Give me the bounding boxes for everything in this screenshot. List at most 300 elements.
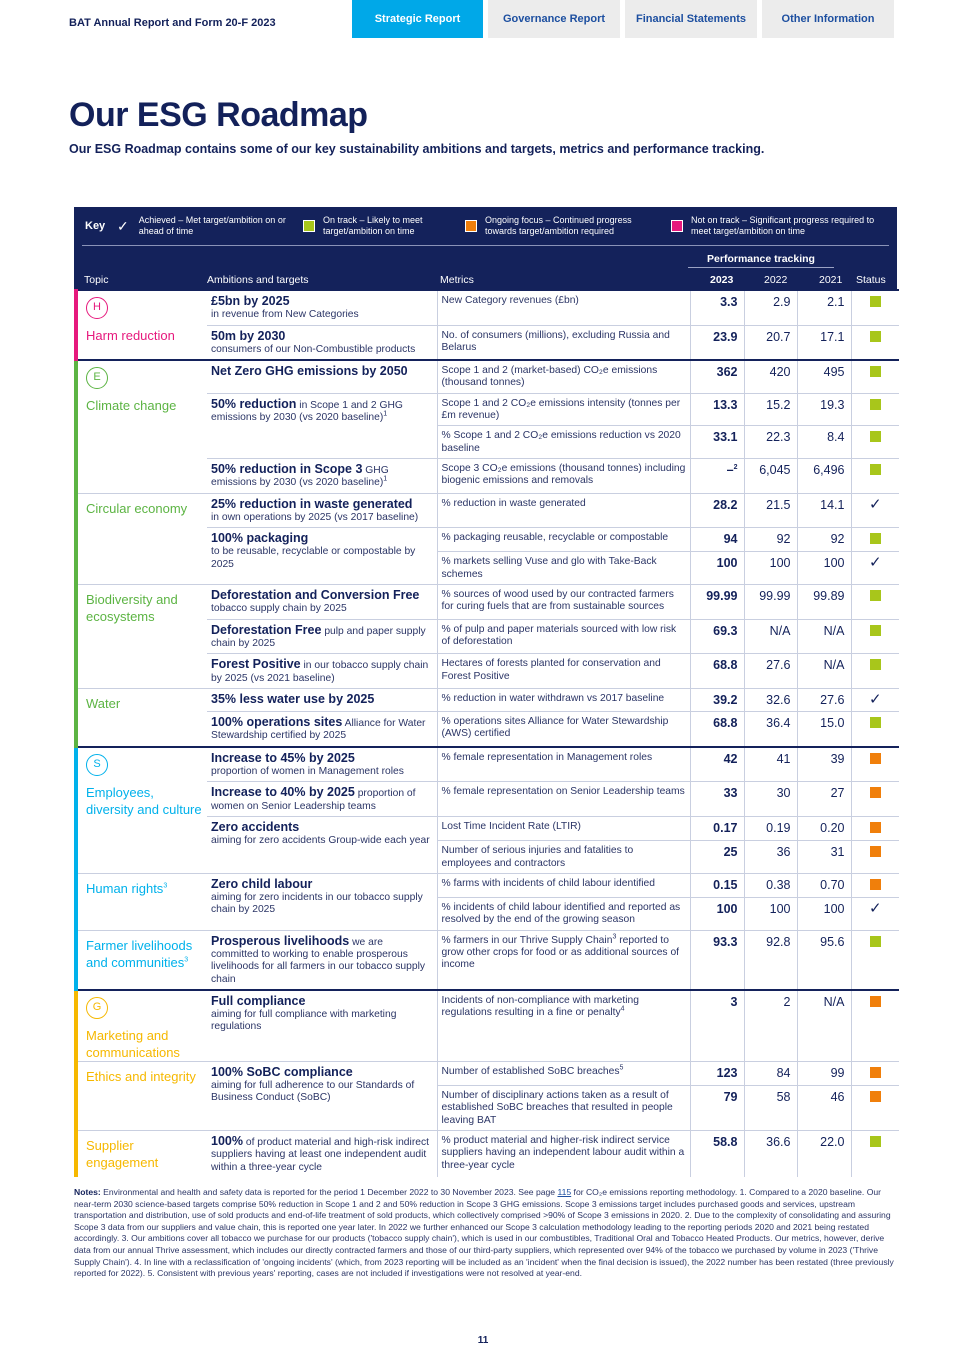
value-2021: [797, 585, 851, 620]
value-2022-text: 0.19: [766, 820, 791, 835]
value-2022: [744, 619, 797, 654]
metric-text: % Scope 1 and 2 CO₂e emissions reduction vs 2020 baseline: [441, 430, 681, 454]
value-2023: [690, 552, 744, 585]
top-bar: [0, 0, 966, 38]
value-2021-text: 14.1: [820, 497, 845, 512]
orange-square-icon: [870, 846, 881, 857]
target-cell: [207, 619, 437, 654]
status-cell: [851, 585, 899, 620]
status-cell: [851, 552, 899, 585]
tab-financial-statements[interactable]: Financial Statements: [625, 0, 757, 38]
target-cell: [207, 1131, 437, 1177]
metric-cell: [437, 458, 690, 493]
footnote-ref: 4: [620, 1005, 625, 1013]
value-2023-text: 69.3: [713, 623, 738, 638]
status-cell: [851, 426, 899, 459]
topic-label: Ethics and integrity: [86, 1068, 196, 1084]
topic-cell: [76, 873, 207, 930]
metric-text: % of pulp and paper materials sourced with low risk of deforestation: [441, 623, 677, 647]
topic-cell: [76, 290, 207, 360]
value-2021: [797, 898, 851, 931]
pillar-e-icon: E: [86, 367, 108, 389]
table-row: [76, 930, 899, 990]
value-2022: [744, 1086, 797, 1131]
metric-text: No. of consumers (millions), excluding Russia and Belarus: [441, 329, 670, 353]
value-2023: [690, 898, 744, 931]
target-description: tobacco supply chain by 2025: [211, 603, 347, 615]
value-2023: [690, 426, 744, 459]
metric-cell: [437, 712, 690, 747]
target-headline: 50% reduction in Scope 3: [211, 461, 363, 476]
target-headline: 100% operations sites: [211, 715, 343, 730]
value-2022: [744, 585, 797, 620]
value-2023: [690, 290, 744, 325]
status-cell: [851, 1131, 899, 1177]
green-square-icon: [870, 431, 881, 442]
metric-text: Number of disciplinary actions taken as a result of established SoBC breaches that resulted in people leaving BAT: [441, 1090, 673, 1126]
value-2021-text: 19.3: [820, 397, 845, 412]
value-2023: [690, 458, 744, 493]
col-2021: 2021: [819, 274, 843, 286]
value-2022-text: 99.99: [759, 589, 791, 604]
target-cell: [207, 688, 437, 711]
value-2023: [690, 990, 744, 1062]
col-metrics: Metrics: [440, 274, 474, 286]
value-2022: [744, 816, 797, 840]
value-2021: [797, 552, 851, 585]
page-number: 11: [477, 1335, 489, 1346]
value-2022-text: 100: [769, 902, 791, 917]
value-2023: [690, 747, 744, 782]
section-tabs: [352, 0, 894, 38]
value-2023: [690, 325, 744, 360]
metric-cell: [437, 990, 690, 1062]
value-2022-text: 15.2: [766, 397, 791, 412]
target-description: proportion of women on Senior Leadership teams: [211, 788, 416, 812]
value-2021: [797, 1061, 851, 1085]
value-2022: [744, 990, 797, 1062]
metric-text: % packaging reusable, recyclable or compostable: [441, 532, 669, 544]
value-2021: [797, 930, 851, 990]
target-headline: Forest Positive: [211, 657, 301, 672]
value-2023-text: 93.3: [713, 934, 738, 949]
metric-cell: [437, 1086, 690, 1131]
value-2022-text: 92.8: [766, 934, 791, 949]
target-cell: [207, 782, 437, 817]
key-on-track: [303, 215, 449, 237]
value-2021: [797, 493, 851, 528]
value-2023-text: 13.3: [713, 397, 738, 412]
value-2022: [744, 552, 797, 585]
metric-text: reported to grow other crops for food or as additional sources of income: [441, 934, 680, 971]
status-cell: [851, 493, 899, 528]
value-2023: [690, 1086, 744, 1131]
value-2021: [797, 393, 851, 426]
value-2021: [797, 816, 851, 840]
value-2021-text: 0.70: [820, 877, 845, 892]
metric-text: Hectares of forests planted for conservation and Forest Positive: [441, 658, 661, 682]
value-2021: [797, 1131, 851, 1177]
value-2021: [797, 528, 851, 552]
value-2023: [690, 1131, 744, 1177]
value-2021-text: N/A: [823, 623, 845, 638]
topic-label: Water: [86, 695, 121, 711]
target-description: we are committed to working to enable prosperous livelihoods for all farmers in our tobacco supply chain: [211, 936, 426, 985]
topic-label: Human rights: [86, 880, 164, 896]
table-row: [76, 688, 899, 711]
metric-text: % farms with incidents of child labour identified: [441, 877, 655, 889]
metric-cell: [437, 782, 690, 817]
value-2021-text: 8.4: [827, 430, 845, 445]
checkmark-icon: ✓: [868, 900, 882, 918]
value-2021: [797, 1086, 851, 1131]
col-status: Status: [856, 274, 886, 286]
metric-cell: [437, 393, 690, 426]
pillar-h-icon: H: [86, 297, 108, 319]
table-row: [76, 493, 899, 528]
target-description: in own operations by 2025 (vs 2017 baseline): [211, 511, 419, 523]
value-2023-text: 68.8: [713, 658, 738, 673]
metric-cell: [437, 360, 690, 393]
pillar-g-icon: G: [86, 997, 108, 1019]
value-2022-text: 2: [783, 994, 791, 1009]
topic-cell: [76, 747, 207, 874]
value-2021-text: 31: [830, 845, 845, 860]
topic-label: Supplier engagement: [86, 1138, 159, 1171]
table-row: [76, 990, 899, 1062]
metric-text: % sources of wood used by our contracted farmers for curing fuels that are from sustainable sources: [441, 589, 674, 613]
status-cell: [851, 654, 899, 689]
value-2023: [690, 930, 744, 990]
checkmark-icon: ✓: [117, 217, 129, 234]
topic-label: Biodiversity and ecosystems: [86, 592, 178, 625]
green-square-icon: [870, 1136, 881, 1147]
metric-text: Scope 1 and 2 (market-based) CO₂e emissions (thousand tonnes): [441, 365, 658, 389]
page-link[interactable]: 115: [557, 1187, 572, 1197]
status-key: [82, 207, 889, 246]
target-description: in our tobacco supply chain by 2025 (vs 2021 baseline): [211, 660, 429, 684]
topic-label: Farmer livelihoods and communities: [86, 937, 193, 970]
value-2023: [690, 873, 744, 897]
metric-text: Number of established SoBC breaches: [441, 1065, 620, 1077]
value-2022: [744, 654, 797, 689]
value-2021: [797, 688, 851, 711]
topic-label: Climate change: [86, 398, 177, 414]
value-2021-text: 0.20: [820, 820, 845, 835]
value-2021-text: 100: [823, 902, 845, 917]
status-cell: [851, 898, 899, 931]
checkmark-icon: ✓: [868, 554, 882, 572]
topic-cell: [76, 1061, 207, 1130]
metric-cell: [437, 619, 690, 654]
footnote-ref: 3: [163, 882, 168, 890]
metric-cell: [437, 493, 690, 528]
value-2021: [797, 426, 851, 459]
value-2022: [744, 426, 797, 459]
target-headline: Increase to 45% by 2025: [211, 750, 355, 765]
value-2022: [744, 747, 797, 782]
target-description: aiming for zero incidents in our tobacco supply chain by 2025: [211, 892, 423, 916]
target-description: of product material and high-risk indirect suppliers having at least one independent audit within a three-year cycle: [211, 1137, 429, 1173]
orange-square-icon: [870, 1067, 881, 1078]
value-2023-text: 100: [716, 902, 738, 917]
topic-label: Circular economy: [86, 500, 188, 516]
notes-label: Notes:: [74, 1187, 101, 1197]
key-achieved-text: Achieved – Met target/ambition on or ahead of time: [138, 215, 286, 236]
topic-cell: [76, 360, 207, 493]
value-2023: [690, 585, 744, 620]
footnote-ref: 1: [383, 475, 388, 483]
tab-other-information[interactable]: Other Information: [762, 0, 894, 38]
pillar-s-icon: S: [86, 754, 108, 776]
metric-text: % reduction in water withdrawn vs 2017 baseline: [441, 692, 665, 704]
value-2022: [744, 360, 797, 393]
table-row: [76, 360, 899, 393]
value-2021-text: 46: [830, 1090, 845, 1105]
table-header-panel: [74, 207, 897, 289]
green-square-icon: [870, 399, 881, 410]
value-2022-text: 2.9: [773, 295, 791, 309]
target-description: in revenue from New Categories: [211, 309, 359, 321]
target-cell: [207, 528, 437, 585]
value-2022: [744, 841, 797, 874]
key-label: Key: [85, 219, 106, 232]
status-cell: [851, 458, 899, 493]
col-2022: 2022: [764, 274, 788, 286]
value-2021: [797, 747, 851, 782]
value-2022: [744, 1061, 797, 1085]
status-cell: [851, 841, 899, 874]
key-not-on-track: [671, 215, 886, 237]
tab-governance-report[interactable]: Governance Report: [488, 0, 620, 38]
value-2021-text: N/A: [823, 658, 845, 673]
value-2021-text: 39: [830, 751, 845, 766]
value-2023-text: 25: [723, 845, 738, 860]
metric-cell: [437, 688, 690, 711]
topic-label: Employees, diversity and culture: [86, 784, 202, 817]
target-description: to be reusable, recyclable or compostable by 2025: [211, 546, 416, 570]
key-on-track-text: On track – Likely to meet target/ambition on time: [323, 215, 423, 236]
value-2021: [797, 841, 851, 874]
footnote-ref: 3: [612, 933, 617, 941]
key-not-on-track-text: Not on track – Significant progress required to meet target/ambition on time: [691, 215, 875, 236]
value-2023: [690, 1061, 744, 1085]
metric-cell: [437, 585, 690, 620]
value-2021-text: 99: [830, 1065, 845, 1080]
target-cell: [207, 585, 437, 620]
green-square-icon: [870, 331, 881, 342]
value-2023-text: 23.9: [713, 329, 738, 344]
table-row: [76, 290, 899, 325]
page-title: Our ESG Roadmap: [69, 96, 368, 134]
topic-label: Marketing and communications: [86, 1027, 180, 1060]
orange-square-icon: [870, 753, 881, 764]
status-cell: [851, 1086, 899, 1131]
green-square-icon: [870, 366, 881, 377]
value-2022: [744, 325, 797, 360]
target-headline: 50m by 2030: [211, 328, 286, 343]
value-2022-text: 100: [769, 556, 791, 571]
value-2021-text: 495: [823, 365, 845, 380]
value-2022-text: 84: [776, 1065, 791, 1080]
green-square-icon: [870, 936, 881, 947]
value-2023-text: 0.17: [713, 820, 738, 835]
value-2021: [797, 873, 851, 897]
table-row: [76, 1131, 899, 1177]
green-square-icon: [870, 296, 881, 307]
status-cell: [851, 816, 899, 840]
value-2023-text: 39.2: [713, 692, 738, 707]
tab-strategic-report[interactable]: Strategic Report: [352, 0, 483, 38]
target-cell: [207, 1061, 437, 1130]
status-cell: [851, 290, 899, 325]
metric-text: Scope 1 and 2 CO₂e emissions intensity (tonnes per £m revenue): [441, 397, 681, 422]
metric-text: % female representation in Management roles: [441, 751, 653, 763]
topic-cell: [76, 585, 207, 689]
value-2023-text: 68.8: [713, 716, 738, 731]
value-2021: [797, 290, 851, 325]
topic-cell: [76, 493, 207, 584]
status-cell: [851, 712, 899, 747]
metric-cell: [437, 747, 690, 782]
target-description: aiming for full compliance with marketing regulations: [211, 1009, 397, 1033]
target-cell: [207, 360, 437, 393]
topic-cell: [76, 990, 207, 1062]
status-cell: [851, 930, 899, 990]
performance-tracking-heading: Performance tracking: [688, 253, 834, 268]
value-2023-text: 362: [716, 365, 738, 380]
value-2021: [797, 360, 851, 393]
value-2023-text: –: [726, 462, 734, 477]
status-cell: [851, 325, 899, 360]
notes-text-1: Environmental and health and safety data is reported for the period 1 December 2022 to 30 November 2023. See page: [100, 1187, 558, 1197]
value-2023: [690, 782, 744, 817]
status-cell: [851, 393, 899, 426]
target-description: aiming for zero accidents Group-wide each year: [211, 835, 430, 847]
checkmark-icon: ✓: [868, 495, 882, 513]
orange-square-icon: [465, 220, 477, 232]
value-2021: [797, 782, 851, 817]
target-cell: [207, 458, 437, 493]
metric-cell: [437, 930, 690, 990]
value-2021-text: 15.0: [820, 716, 845, 731]
value-2023-text: 99.99: [706, 589, 738, 604]
value-2023: [690, 528, 744, 552]
status-cell: [851, 990, 899, 1062]
target-headline: Increase to 40% by 2025: [211, 785, 355, 800]
value-2023: [690, 619, 744, 654]
value-2021-text: 95.6: [820, 934, 845, 949]
target-headline: 50% reduction: [211, 396, 297, 411]
orange-square-icon: [870, 879, 881, 890]
target-cell: [207, 816, 437, 873]
value-2023-text: 0.15: [713, 877, 738, 892]
value-2022-text: 36.6: [766, 1135, 791, 1150]
notes: [74, 1187, 897, 1280]
target-headline: Deforestation Free: [211, 622, 322, 637]
metric-cell: [437, 426, 690, 459]
target-headline: Zero accidents: [211, 819, 300, 834]
value-2022: [744, 458, 797, 493]
table-row: [76, 747, 899, 782]
target-cell: [207, 930, 437, 990]
key-ongoing-text: Ongoing focus – Continued progress towards target/ambition required: [485, 215, 632, 236]
target-cell: [207, 873, 437, 930]
value-2022-text: 58: [776, 1090, 791, 1105]
orange-square-icon: [870, 1091, 881, 1102]
target-headline: Deforestation and Conversion Free: [211, 588, 420, 603]
pink-square-icon: [671, 220, 683, 232]
value-2022-text: 36: [776, 845, 791, 860]
status-cell: [851, 619, 899, 654]
value-2023-text: 3: [730, 994, 738, 1009]
value-2022-text: N/A: [769, 623, 791, 638]
target-cell: [207, 990, 437, 1062]
table-row: [76, 873, 899, 897]
value-2023: [690, 360, 744, 393]
green-square-icon: [870, 533, 881, 544]
target-description: proportion of women in Management roles: [211, 766, 404, 778]
metric-text: % incidents of child labour identified and reported as resolved by the end of the growing season: [441, 902, 681, 926]
value-2022-text: 420: [769, 365, 791, 380]
notes-text-2: for CO₂e emissions reporting methodology. 1. Compared to a 2020 baseline. Our near-term 2030 science-based targets comprise 50% reduction in Scope 1 and 2 and 50% reduction in Scope 3 GHG emissions. Scope 3 emissions target includes purchased goods and services, upstream transportation and distribution, use of sold products and end-of-life treatment of sold products, which collectively comprised >90% of Scope 3 emissions in 2020. 2. Due to the complexity of consolidating and assuring Scope 3 data from our suppliers and value chain, this is reported one year later. In 2022 we further enhanced our Scope 3 calculation methodology leading to the reporting periods 2020 and 2021 being restated accordingly. 3. Our ambitions cover all tobacco we purchase for our products ('tobacco supply chain'), which is used in our combustibles, Traditional Oral and Tobacco Heated Products. Our metrics, however, derive data from our annual Thrive assessment, which includes our directly contracted farmers and those of our third-party suppliers, which represented over 94% of the tobacco we purchased by volume in 2023 ('Thrive Supply Chain'). 4. In line with a reclassification of 'ongoing incidents' (which, from 2023 reporting will be included as an 'incident' when the final decision is issued), the 2022 number has been restated (three previously reported for 2022). 5. Consistent with previous years' reporting, cases are not included if investigations were not resolved at year-end.: [74, 1187, 894, 1279]
target-headline: £5bn by 2025: [211, 294, 290, 308]
green-square-icon: [870, 717, 881, 728]
orange-square-icon: [870, 822, 881, 833]
target-cell: [207, 290, 437, 325]
target-headline: 100% packaging: [211, 531, 309, 546]
value-2022: [744, 1131, 797, 1177]
metric-text: % reduction in waste generated: [441, 497, 586, 509]
value-2022-text: 36.4: [766, 716, 791, 731]
value-2022: [744, 493, 797, 528]
value-2021: [797, 458, 851, 493]
value-2023: [690, 816, 744, 840]
value-2023: [690, 654, 744, 689]
target-cell: [207, 712, 437, 747]
report-title: BAT Annual Report and Form 20-F 2023: [69, 17, 276, 29]
target-description: consumers of our Non-Combustible products: [211, 343, 416, 355]
value-2021-text: 99.89: [813, 589, 845, 604]
page-subtitle: Our ESG Roadmap contains some of our key sustainability ambitions and targets, metrics and performance tracking.: [69, 142, 765, 156]
footnote-ref: 2: [733, 463, 738, 471]
value-2023-text: 42: [723, 751, 738, 766]
value-2022-text: 41: [776, 751, 791, 766]
value-2021-text: 100: [823, 556, 845, 571]
value-2021-text: 27: [830, 786, 845, 801]
metric-cell: [437, 552, 690, 585]
value-2023-text: 33.1: [713, 430, 738, 445]
footnote-ref: 5: [619, 1064, 624, 1072]
value-2022: [744, 930, 797, 990]
value-2023-text: 58.8: [713, 1135, 738, 1150]
target-cell: [207, 747, 437, 782]
metric-cell: [437, 528, 690, 552]
value-2023: [690, 688, 744, 711]
checkmark-icon: ✓: [868, 690, 882, 708]
value-2022-text: 20.7: [766, 329, 791, 344]
value-2023-text: 3.3: [720, 295, 738, 309]
topic-cell: [76, 930, 207, 990]
metric-text: % female representation on Senior Leadership teams: [441, 786, 685, 798]
status-cell: [851, 747, 899, 782]
metric-text: Scope 3 CO₂e emissions (thousand tonnes) including biogenic emissions and removals: [441, 462, 686, 487]
metric-cell: [437, 654, 690, 689]
value-2023-text: 33: [723, 786, 738, 801]
metric-text: % farmers in our Thrive Supply Chain: [441, 934, 613, 946]
value-2022-text: 32.6: [766, 692, 791, 707]
value-2021: [797, 990, 851, 1062]
